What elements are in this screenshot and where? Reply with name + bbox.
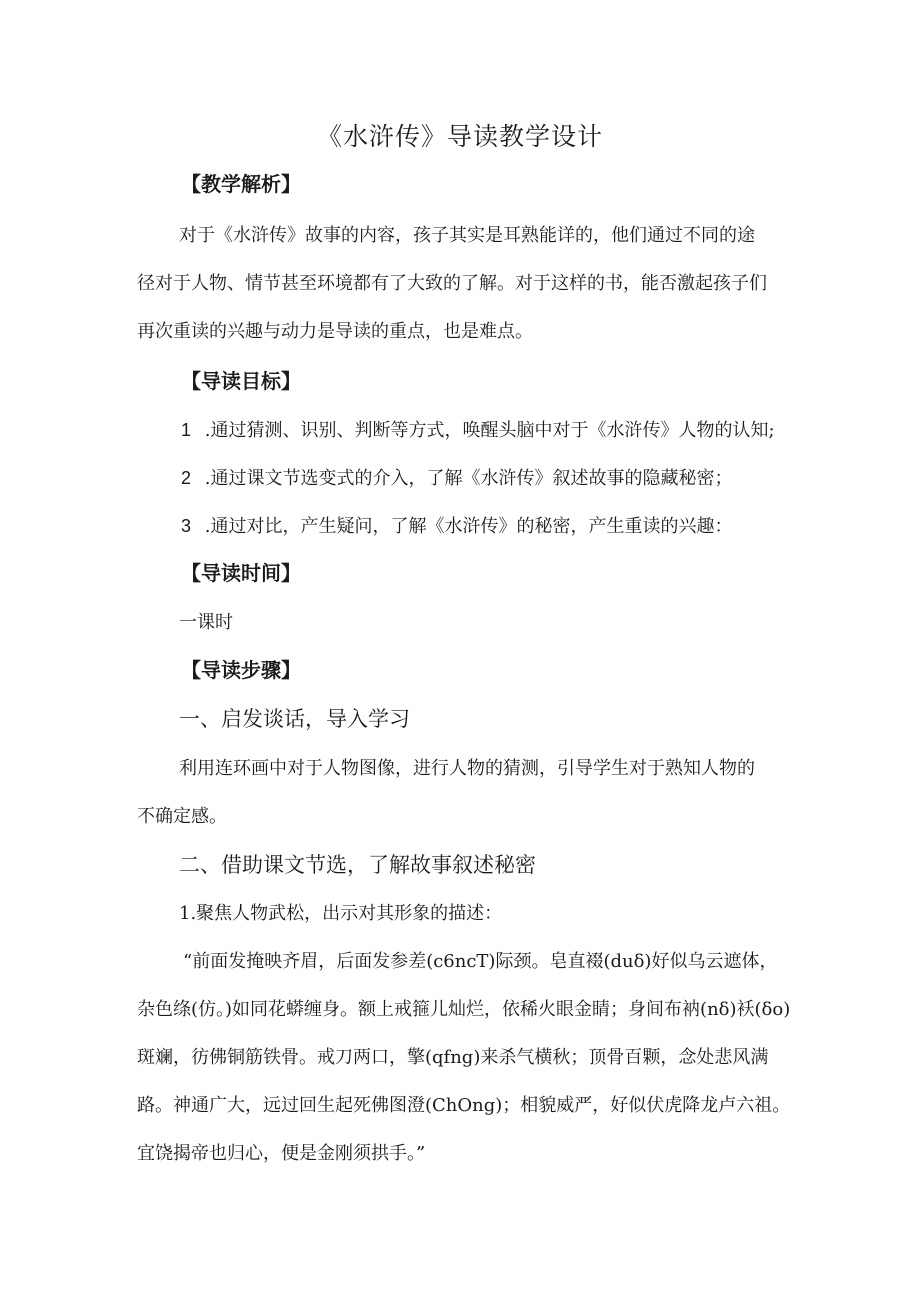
quote-line-5: 宜饶揭帝也归心，便是金刚须拱手。” <box>137 1143 426 1164</box>
analysis-line-2: 径对于人物、情节甚至环境都有了大致的了解。对于这样的书，能否激起孩子们 <box>137 273 767 294</box>
analysis-line-3: 再次重读的兴趣与动力是导读的重点，也是难点。 <box>137 321 533 342</box>
document-title: 《水浒传》导读教学设计 <box>316 122 603 151</box>
quote-line-2: 杂色绦(仿。)如同花蟒缠身。额上戒箍儿灿烂，依稀火眼金睛；身间布衲(nδ)袄(δo) <box>137 999 791 1020</box>
steps-heading: 【导读步骤】 <box>181 658 301 682</box>
step1-line-1: 利用连环画中对于人物图像，进行人物的猜测，引导学生对于熟知人物的 <box>179 758 755 779</box>
goal-number: 3 <box>181 516 192 536</box>
goal-item-3 <box>181 514 732 539</box>
quote-line-3: 斑斓，彷佛铜筋铁骨。戒刀两口，擎(qfng)来杀气横秋；顶骨百颗，念处悲风满 <box>137 1047 769 1068</box>
goal-item-1 <box>181 418 775 443</box>
step2-item-1: 1.聚焦人物武松，出示对其形象的描述： <box>179 903 503 924</box>
goal-number: 2 <box>181 468 192 488</box>
analysis-line-1: 对于《水浒传》故事的内容，孩子其实是耳熟能详的，他们通过不同的途 <box>179 225 755 246</box>
goal-text: .通过课文节选变式的介入，了解《水浒传》叙述故事的隐藏秘密； <box>204 468 733 489</box>
time-text: 一课时 <box>179 612 233 633</box>
step1-heading: 一、启发谈话，导入学习 <box>179 707 410 731</box>
time-heading: 【导读时间】 <box>181 561 301 585</box>
quote-line-4: 路。神通广大，远过回生起死佛图澄(ChOng)；相貌威严，好似伏虎降龙卢六祖。 <box>137 1095 791 1116</box>
goals-heading: 【导读目标】 <box>181 369 301 393</box>
goal-text: .通过猜测、识别、判断等方式，唤醒头脑中对于《水浒传》人物的认知; <box>204 420 775 441</box>
step1-line-2: 不确定感。 <box>137 806 227 827</box>
step2-heading: 二、借助课文节选，了解故事叙述秘密 <box>179 853 536 877</box>
analysis-heading: 【教学解析】 <box>181 172 301 196</box>
goal-text: .通过对比，产生疑问，了解《水浒传》的秘密，产生重读的兴趣： <box>204 516 733 537</box>
goal-number: 1 <box>181 420 192 440</box>
quote-line-1: “前面发掩映齐眉，后面发参差(c6ncT)际颈。皂直裰(duδ)好似乌云遮体， <box>183 951 778 972</box>
goal-item-2 <box>181 466 732 491</box>
